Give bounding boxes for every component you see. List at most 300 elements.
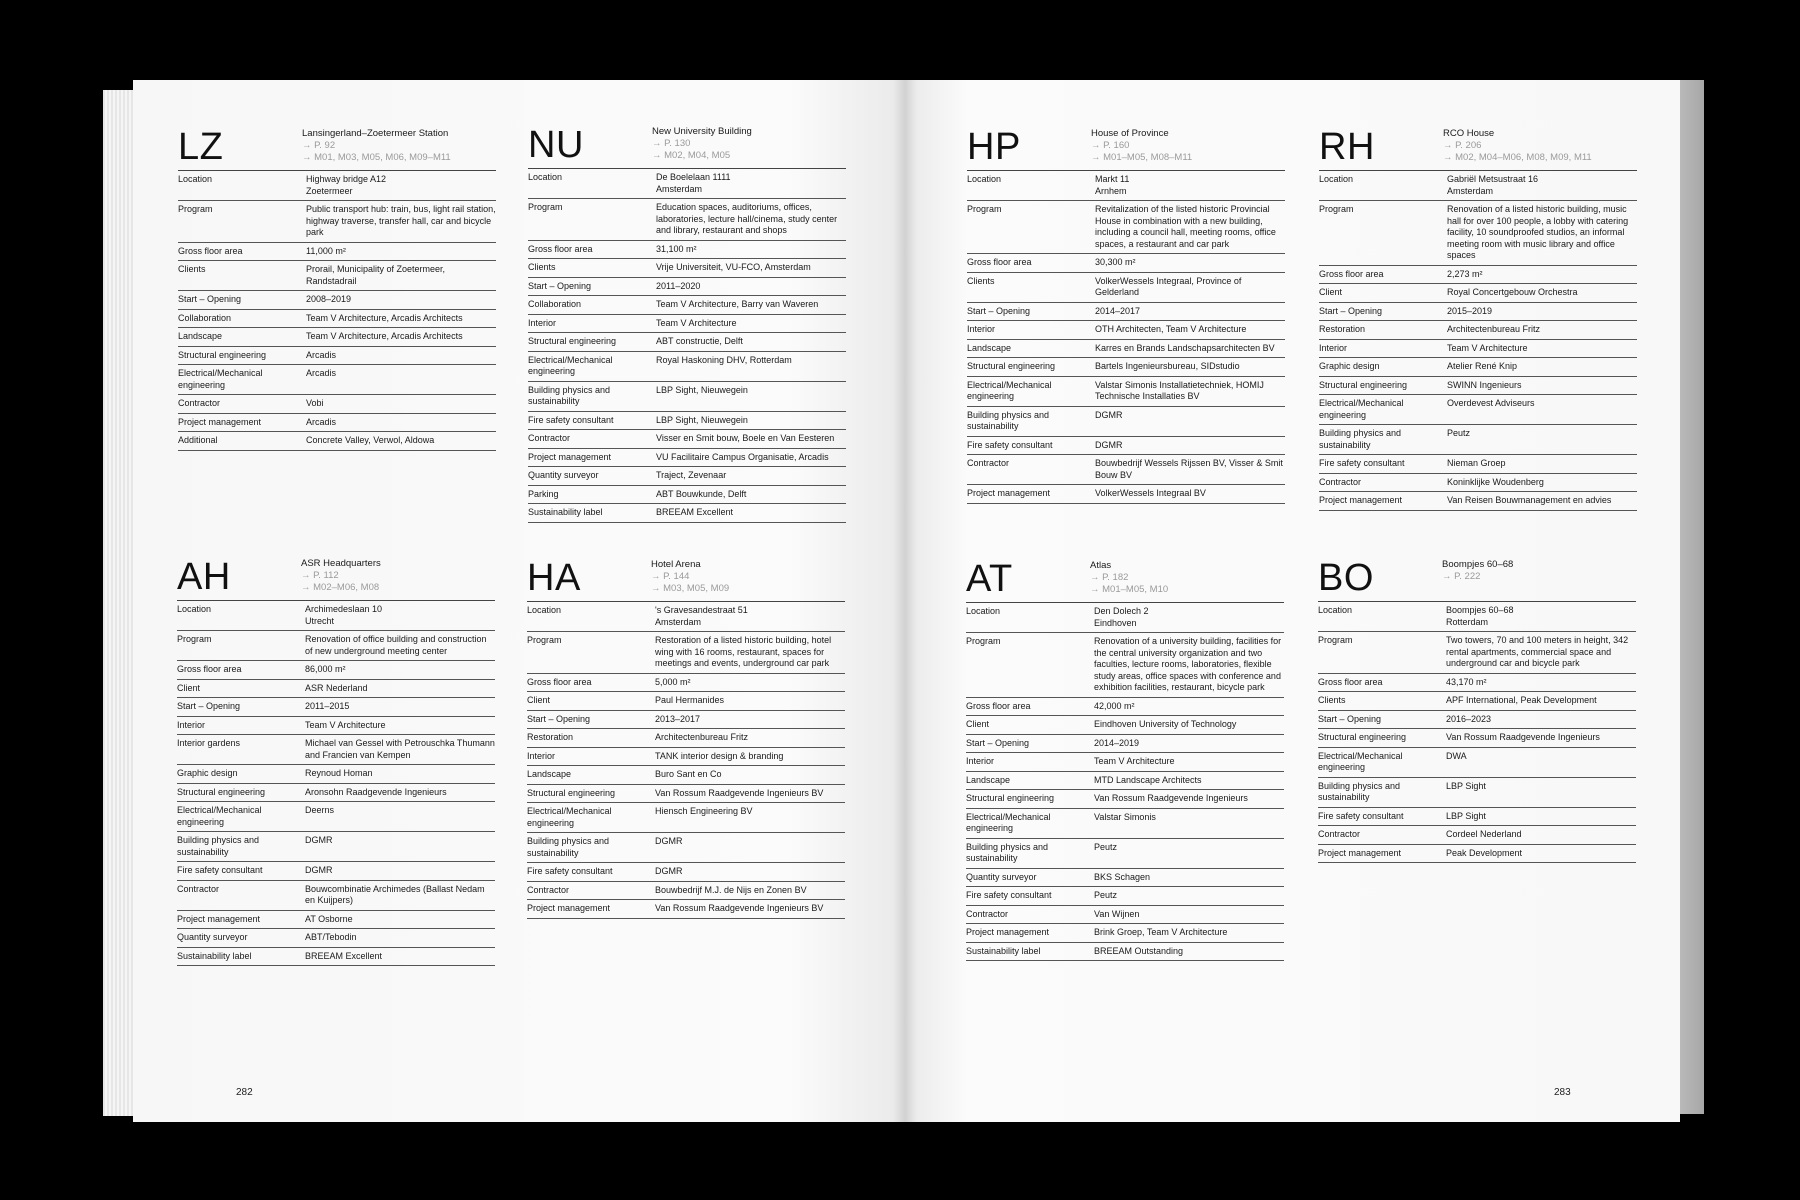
detail-label: Program xyxy=(967,204,1002,214)
detail-label: Fire safety consultant xyxy=(1319,458,1405,468)
detail-row xyxy=(966,698,1284,717)
detail-label: Location xyxy=(1318,605,1353,615)
detail-row xyxy=(1318,778,1636,808)
detail-label: Program xyxy=(527,635,562,645)
detail-row xyxy=(528,333,846,352)
detail-label: Interior xyxy=(528,317,557,328)
detail-label: Landscape xyxy=(967,342,1012,353)
detail-row xyxy=(178,432,496,451)
detail-row xyxy=(527,882,845,901)
page-reference: → P. 206 xyxy=(1443,140,1482,151)
detail-row xyxy=(177,911,495,930)
detail-row xyxy=(966,906,1284,925)
detail-value: Arcadis xyxy=(306,349,337,360)
detail-label: Contractor xyxy=(177,883,220,894)
detail-label: Restoration xyxy=(1319,324,1366,334)
detail-value: DGMR xyxy=(305,835,333,845)
detail-value: DWA xyxy=(1446,750,1467,761)
detail-value: Team V Architecture xyxy=(1447,342,1528,353)
project-details-table xyxy=(528,168,846,523)
detail-label: Building physics and sustainability xyxy=(1319,428,1402,450)
page-reference: → M01–M05, M10 xyxy=(1090,584,1169,595)
detail-row xyxy=(966,790,1284,809)
detail-row xyxy=(177,631,495,661)
detail-value: Cordeel Nederland xyxy=(1446,829,1522,839)
detail-label: Quantity surveyor xyxy=(966,871,1037,882)
detail-label: Project management xyxy=(1319,495,1403,505)
detail-value: LBP Sight, Nieuwegein xyxy=(656,414,748,425)
detail-value: Michael van Gessel with Petrouschka Thumann and Francien van Kempen xyxy=(305,738,495,760)
detail-value: ABT/Tebodin xyxy=(305,932,357,942)
detail-label: Restoration xyxy=(527,732,574,742)
detail-value: LBP Sight, Nieuwegein xyxy=(656,384,748,395)
detail-label: Structural engineering xyxy=(966,793,1055,803)
detail-value: 86,000 m² xyxy=(305,664,346,674)
detail-label: Location xyxy=(967,174,1002,184)
detail-row xyxy=(967,254,1285,273)
detail-value: Team V Architecture xyxy=(305,719,386,730)
detail-row xyxy=(178,347,496,366)
detail-row xyxy=(1319,340,1637,359)
project-name: House of Province xyxy=(1091,128,1169,139)
detail-row xyxy=(1318,826,1636,845)
detail-row xyxy=(527,602,845,632)
project-name: RCO House xyxy=(1443,128,1495,139)
project-details-table xyxy=(178,170,496,451)
page-reference: → M01–M05, M08–M11 xyxy=(1091,152,1193,163)
project-header xyxy=(651,559,729,595)
detail-row xyxy=(967,321,1285,340)
detail-label: Structural engineering xyxy=(528,336,617,346)
detail-row xyxy=(966,716,1284,735)
detail-value: Atelier René Knip xyxy=(1447,361,1518,371)
detail-label: Quantity surveyor xyxy=(177,932,248,942)
detail-row xyxy=(967,485,1285,504)
detail-label: Fire safety consultant xyxy=(527,866,613,876)
detail-label: Building physics and sustainability xyxy=(1318,780,1401,802)
detail-value: 's Gravesandestraat 51 Amsterdam xyxy=(655,605,748,627)
project-name: ASR Headquarters xyxy=(301,558,381,569)
project-name: Atlas xyxy=(1090,560,1112,571)
detail-value: Deerns xyxy=(305,805,335,815)
detail-row xyxy=(528,278,846,297)
detail-row xyxy=(177,717,495,736)
project-code: BO xyxy=(1318,557,1374,599)
detail-value: Hiensch Engineering BV xyxy=(655,806,753,816)
detail-row xyxy=(967,340,1285,359)
detail-value: Den Dolech 2 Eindhoven xyxy=(1094,606,1149,628)
detail-row xyxy=(967,273,1285,303)
project-name: Lansingerland–Zoetermeer Station xyxy=(302,128,449,139)
detail-value: LBP Sight xyxy=(1446,780,1486,791)
detail-value: Team V Architecture xyxy=(1094,756,1175,766)
detail-value: ASR Nederland xyxy=(305,682,368,693)
project-header xyxy=(1091,128,1192,164)
detail-row xyxy=(527,863,845,882)
detail-row xyxy=(528,504,846,523)
detail-label: Electrical/Mechanical engineering xyxy=(527,806,612,828)
detail-value: Prorail, Municipality of Zoetermeer, Randstadrail xyxy=(306,264,446,286)
detail-value: BREEAM Outstanding xyxy=(1094,945,1184,956)
detail-label: Project management xyxy=(967,488,1051,498)
detail-value: 2,273 m² xyxy=(1447,268,1483,279)
detail-label: Fire safety consultant xyxy=(528,414,614,425)
detail-row xyxy=(527,766,845,785)
detail-label: Program xyxy=(177,634,212,644)
detail-row xyxy=(967,201,1285,254)
detail-value: Valstar Simonis Installatietechniek, HOMIJ Technische Installaties BV xyxy=(1095,379,1264,401)
detail-value: Public transport hub: train, bus, light rail station, highway traverse, transfer hall, car and bicycle park xyxy=(306,204,496,237)
detail-value: Vobi xyxy=(306,398,324,408)
detail-label: Interior gardens xyxy=(177,738,241,748)
detail-value: Gabriël Metsustraat 16 Amsterdam xyxy=(1447,174,1539,196)
detail-label: Structural engineering xyxy=(178,349,267,360)
detail-value: 2013–2017 xyxy=(655,713,701,724)
detail-label: Client xyxy=(527,695,551,705)
page-reference: → P. 160 xyxy=(1091,140,1130,151)
detail-value: BREEAM Excellent xyxy=(305,950,383,961)
detail-value: Bartels Ingenieursbureau, SIDstudio xyxy=(1095,361,1240,371)
detail-value: Revitalization of the listed historic Provincial House in combination with a new building, including a council hall, meeting rooms, office spaces, a restaurant and car park xyxy=(1095,204,1276,249)
detail-row xyxy=(177,765,495,784)
detail-value: Education spaces, auditoriums, offices, laboratories, lecture hall/cinema, study center and library, restaurant and shops xyxy=(656,202,838,235)
detail-label: Contractor xyxy=(966,908,1009,919)
detail-label: Gross floor area xyxy=(966,700,1031,711)
project-code: HP xyxy=(967,126,1021,168)
detail-value: Team V Architecture xyxy=(656,317,737,328)
detail-row xyxy=(528,241,846,260)
detail-label: Structural engineering xyxy=(967,361,1056,371)
project-details-table xyxy=(1319,170,1637,511)
project-code: AT xyxy=(966,558,1013,600)
detail-label: Client xyxy=(1319,287,1343,297)
detail-value: OTH Architecten, Team V Architecture xyxy=(1095,324,1247,334)
detail-row xyxy=(967,377,1285,407)
detail-row xyxy=(1319,266,1637,285)
detail-value: VolkerWessels Integraal, Province of Gelderland xyxy=(1095,275,1242,297)
detail-value: Eindhoven University of Technology xyxy=(1094,719,1237,729)
detail-label: Location xyxy=(178,174,213,184)
detail-value: Buro Sant en Co xyxy=(655,769,722,779)
detail-row xyxy=(1318,808,1636,827)
detail-label: Landscape xyxy=(527,769,572,779)
detail-value: Restoration of a listed historic building, hotel wing with 16 rooms, restaurant, spaces for meetings and events, underground car park xyxy=(655,635,832,668)
book-spine xyxy=(893,80,917,1122)
detail-label: Project management xyxy=(966,927,1050,937)
project-name: Hotel Arena xyxy=(651,559,701,570)
detail-row xyxy=(178,365,496,395)
detail-label: Electrical/Mechanical engineering xyxy=(178,368,263,390)
page-reference: → M02, M04, M05 xyxy=(652,150,731,161)
detail-value: 30,300 m² xyxy=(1095,257,1136,267)
detail-label: Gross floor area xyxy=(1319,268,1384,279)
detail-value: VolkerWessels Integraal BV xyxy=(1095,488,1206,498)
detail-value: 42,000 m² xyxy=(1094,700,1135,711)
detail-row xyxy=(527,729,845,748)
detail-row xyxy=(177,948,495,967)
project-name: New University Building xyxy=(652,126,752,137)
page-reference: → M03, M05, M09 xyxy=(651,583,730,594)
detail-row xyxy=(1318,845,1636,864)
detail-row xyxy=(966,924,1284,943)
detail-value: APF International, Peak Development xyxy=(1446,695,1597,705)
detail-row xyxy=(1319,395,1637,425)
detail-row xyxy=(528,486,846,505)
detail-label: Gross floor area xyxy=(177,664,242,674)
detail-label: Start – Opening xyxy=(528,280,592,291)
detail-label: Structural engineering xyxy=(1319,379,1408,390)
detail-label: Interior xyxy=(527,750,556,761)
project-details-table xyxy=(1318,601,1636,863)
detail-label: Project management xyxy=(178,416,262,427)
detail-row xyxy=(528,382,846,412)
detail-label: Contractor xyxy=(178,398,221,408)
detail-value: Arcadis xyxy=(306,368,337,378)
detail-value: Royal Concertgebouw Orchestra xyxy=(1447,287,1578,297)
detail-label: Electrical/Mechanical engineering xyxy=(177,805,262,827)
detail-value: 31,100 m² xyxy=(656,243,697,254)
detail-value: Team V Architecture, Arcadis Architects xyxy=(306,312,463,323)
project-details-table xyxy=(966,602,1284,961)
detail-label: Electrical/Mechanical engineering xyxy=(1319,398,1404,420)
detail-row xyxy=(1318,729,1636,748)
detail-value: DGMR xyxy=(305,865,333,875)
detail-row xyxy=(177,661,495,680)
detail-label: Client xyxy=(177,682,201,693)
detail-value: Peutz xyxy=(1094,841,1118,852)
detail-value: 11,000 m² xyxy=(306,245,346,256)
detail-value: VU Facilitaire Campus Organisatie, Arcadis xyxy=(656,451,829,462)
detail-label: Clients xyxy=(178,264,206,274)
detail-label: Project management xyxy=(528,451,612,462)
detail-value: Markt 11 Arnhem xyxy=(1095,174,1130,196)
detail-value: DGMR xyxy=(655,866,683,876)
detail-row xyxy=(177,601,495,631)
detail-row xyxy=(1319,474,1637,493)
detail-label: Electrical/Mechanical engineering xyxy=(1318,750,1403,772)
detail-value: 2014–2019 xyxy=(1094,737,1140,748)
page-reference: → M02, M04–M06, M08, M09, M11 xyxy=(1443,152,1592,163)
detail-value: Peak Development xyxy=(1446,847,1523,858)
detail-label: Start – Opening xyxy=(527,713,591,724)
detail-label: Program xyxy=(1318,635,1353,645)
detail-row xyxy=(178,291,496,310)
detail-row xyxy=(178,328,496,347)
detail-label: Interior xyxy=(177,719,206,730)
page-edges-left xyxy=(103,90,133,1116)
detail-value: ABT Bouwkunde, Delft xyxy=(656,488,747,499)
detail-row xyxy=(178,395,496,414)
detail-value: Brink Groep, Team V Architecture xyxy=(1094,927,1228,937)
detail-value: SWINN Ingenieurs xyxy=(1447,379,1522,390)
detail-label: Location xyxy=(177,604,212,614)
detail-value: Team V Architecture, Barry van Waveren xyxy=(656,299,819,309)
detail-row xyxy=(528,430,846,449)
detail-value: Peutz xyxy=(1447,428,1471,438)
project-details-table xyxy=(177,600,495,966)
detail-label: Sustainability label xyxy=(177,950,252,961)
detail-value: 2011–2015 xyxy=(305,701,350,711)
detail-label: Fire safety consultant xyxy=(966,890,1052,900)
detail-row xyxy=(528,259,846,278)
detail-label: Project management xyxy=(1318,847,1402,858)
detail-label: Gross floor area xyxy=(527,676,592,687)
detail-row xyxy=(966,772,1284,791)
detail-value: 2016–2023 xyxy=(1446,713,1492,724)
detail-label: Landscape xyxy=(178,331,223,341)
detail-label: Program xyxy=(966,636,1001,646)
detail-value: Concrete Valley, Verwol, Aldowa xyxy=(306,435,435,445)
detail-value: Karres en Brands Landschapsarchitecten BV xyxy=(1095,342,1275,353)
detail-value: ABT constructie, Delft xyxy=(656,336,743,346)
detail-label: Project management xyxy=(527,903,611,913)
detail-label: Clients xyxy=(528,262,556,272)
detail-value: MTD Landscape Architects xyxy=(1094,774,1202,785)
detail-row xyxy=(966,839,1284,869)
detail-label: Interior xyxy=(966,756,995,766)
detail-label: Structural engineering xyxy=(1318,732,1407,742)
detail-value: Van Rossum Raadgevende Ingenieurs xyxy=(1446,732,1600,742)
detail-row xyxy=(1319,303,1637,322)
detail-value: Architectenbureau Fritz xyxy=(1447,324,1541,334)
detail-value: Renovation of a university building, facilities for the central university organization and two faculties, lecture rooms, laboratories, flexible study areas, office spaces with conference and exhibition facilities, restaurant, bicycle park xyxy=(1094,636,1282,692)
project-header xyxy=(1090,560,1168,596)
detail-row xyxy=(966,753,1284,772)
detail-row xyxy=(528,449,846,468)
detail-row xyxy=(177,698,495,717)
detail-label: Quantity surveyor xyxy=(528,470,599,480)
detail-value: 2008–2019 xyxy=(306,294,352,304)
left-page-number: 282 xyxy=(236,1087,253,1098)
detail-label: Program xyxy=(178,204,213,214)
detail-row xyxy=(527,803,845,833)
detail-label: Interior xyxy=(967,324,996,334)
detail-value: Bouwcombinatie Archimedes (Ballast Nedam en Kuijpers) xyxy=(305,883,485,905)
project-details-table xyxy=(527,601,845,919)
detail-row xyxy=(178,201,496,243)
page-reference: → P. 222 xyxy=(1442,571,1481,582)
detail-value: Van Rossum Raadgevende Ingenieurs BV xyxy=(655,787,824,798)
detail-label: Gross floor area xyxy=(1318,676,1383,687)
detail-value: 43,170 m² xyxy=(1446,676,1487,687)
project-header xyxy=(302,128,451,164)
detail-value: Bouwbedrijf Wessels Rijssen BV, Visser & Smit Bouw BV xyxy=(1095,458,1283,480)
detail-value: De Boelelaan 1111 Amsterdam xyxy=(656,172,731,194)
project-code: RH xyxy=(1319,126,1375,168)
detail-value: Valstar Simonis xyxy=(1094,811,1156,822)
detail-row xyxy=(527,711,845,730)
detail-row xyxy=(967,407,1285,437)
detail-row xyxy=(967,455,1285,485)
detail-value: Renovation of office building and construction of new underground meeting center xyxy=(305,634,487,656)
detail-value: 2014–2017 xyxy=(1095,305,1141,316)
detail-value: Architectenbureau Fritz xyxy=(655,732,749,742)
project-name: Boompjes 60–68 xyxy=(1442,559,1514,570)
detail-row xyxy=(528,169,846,199)
detail-label: Electrical/Mechanical engineering xyxy=(528,354,613,376)
detail-label: Collaboration xyxy=(528,299,582,309)
detail-row xyxy=(1318,602,1636,632)
detail-value: Overdevest Adviseurs xyxy=(1447,398,1535,408)
detail-row xyxy=(528,315,846,334)
detail-row xyxy=(178,310,496,329)
detail-row xyxy=(1319,321,1637,340)
detail-label: Project management xyxy=(177,913,261,924)
detail-label: Program xyxy=(1319,204,1354,214)
detail-label: Structural engineering xyxy=(177,786,266,797)
detail-value: Traject, Zevenaar xyxy=(656,470,727,480)
page-reference: → M02–M06, M08 xyxy=(301,582,380,593)
detail-value: Team V Architecture, Arcadis Architects xyxy=(306,331,463,341)
detail-row xyxy=(967,303,1285,322)
detail-row xyxy=(1319,358,1637,377)
detail-row xyxy=(967,358,1285,377)
page-edges-right xyxy=(1680,80,1704,1114)
detail-row xyxy=(528,199,846,241)
detail-label: Graphic design xyxy=(1319,361,1380,371)
detail-label: Contractor xyxy=(527,884,570,895)
detail-row xyxy=(966,809,1284,839)
detail-label: Fire safety consultant xyxy=(1318,810,1404,821)
detail-label: Structural engineering xyxy=(527,787,616,798)
detail-row xyxy=(527,692,845,711)
detail-label: Location xyxy=(527,605,562,615)
detail-label: Start – Opening xyxy=(1319,305,1383,316)
detail-value: Renovation of a listed historic building, music hall for over 100 people, a lobby with catering facility, 10 soundproofed studios, an informal meeting room with music library and office spaces xyxy=(1447,204,1629,260)
detail-row xyxy=(967,171,1285,201)
detail-row xyxy=(528,352,846,382)
detail-label: Building physics and sustainability xyxy=(528,384,611,406)
detail-label: Clients xyxy=(967,275,995,286)
detail-row xyxy=(1318,692,1636,711)
detail-label: Start – Opening xyxy=(178,294,242,304)
detail-row xyxy=(528,412,846,431)
detail-label: Client xyxy=(966,719,990,729)
detail-label: Additional xyxy=(178,435,218,445)
detail-row xyxy=(178,414,496,433)
detail-row xyxy=(1319,377,1637,396)
page-reference: → P. 112 xyxy=(301,570,339,581)
detail-value: 5,000 m² xyxy=(655,676,691,687)
detail-row xyxy=(1319,171,1637,201)
detail-value: Arcadis xyxy=(306,416,337,427)
detail-label: Gross floor area xyxy=(178,245,243,256)
detail-label: Collaboration xyxy=(178,312,232,323)
detail-row xyxy=(1319,201,1637,266)
detail-row xyxy=(1318,748,1636,778)
detail-value: Bouwbedrijf M.J. de Nijs en Zonen BV xyxy=(655,884,807,895)
page-reference: → P. 144 xyxy=(651,571,690,582)
detail-row xyxy=(177,735,495,765)
detail-value: Vrije Universiteit, VU-FCO, Amsterdam xyxy=(656,262,811,272)
page-reference: → P. 92 xyxy=(302,140,336,151)
detail-value: Koninklijke Woudenberg xyxy=(1447,476,1544,487)
detail-row xyxy=(527,833,845,863)
detail-label: Contractor xyxy=(528,433,571,443)
detail-row xyxy=(178,243,496,262)
detail-value: Paul Hermanides xyxy=(655,695,725,705)
detail-row xyxy=(528,296,846,315)
detail-row xyxy=(1318,711,1636,730)
detail-row xyxy=(177,680,495,699)
detail-row xyxy=(1319,492,1637,511)
detail-label: Start – Opening xyxy=(177,701,241,711)
detail-row xyxy=(177,929,495,948)
detail-value: TANK interior design & branding xyxy=(655,750,784,761)
detail-label: Contractor xyxy=(967,458,1010,468)
detail-row xyxy=(527,632,845,674)
detail-row xyxy=(966,887,1284,906)
